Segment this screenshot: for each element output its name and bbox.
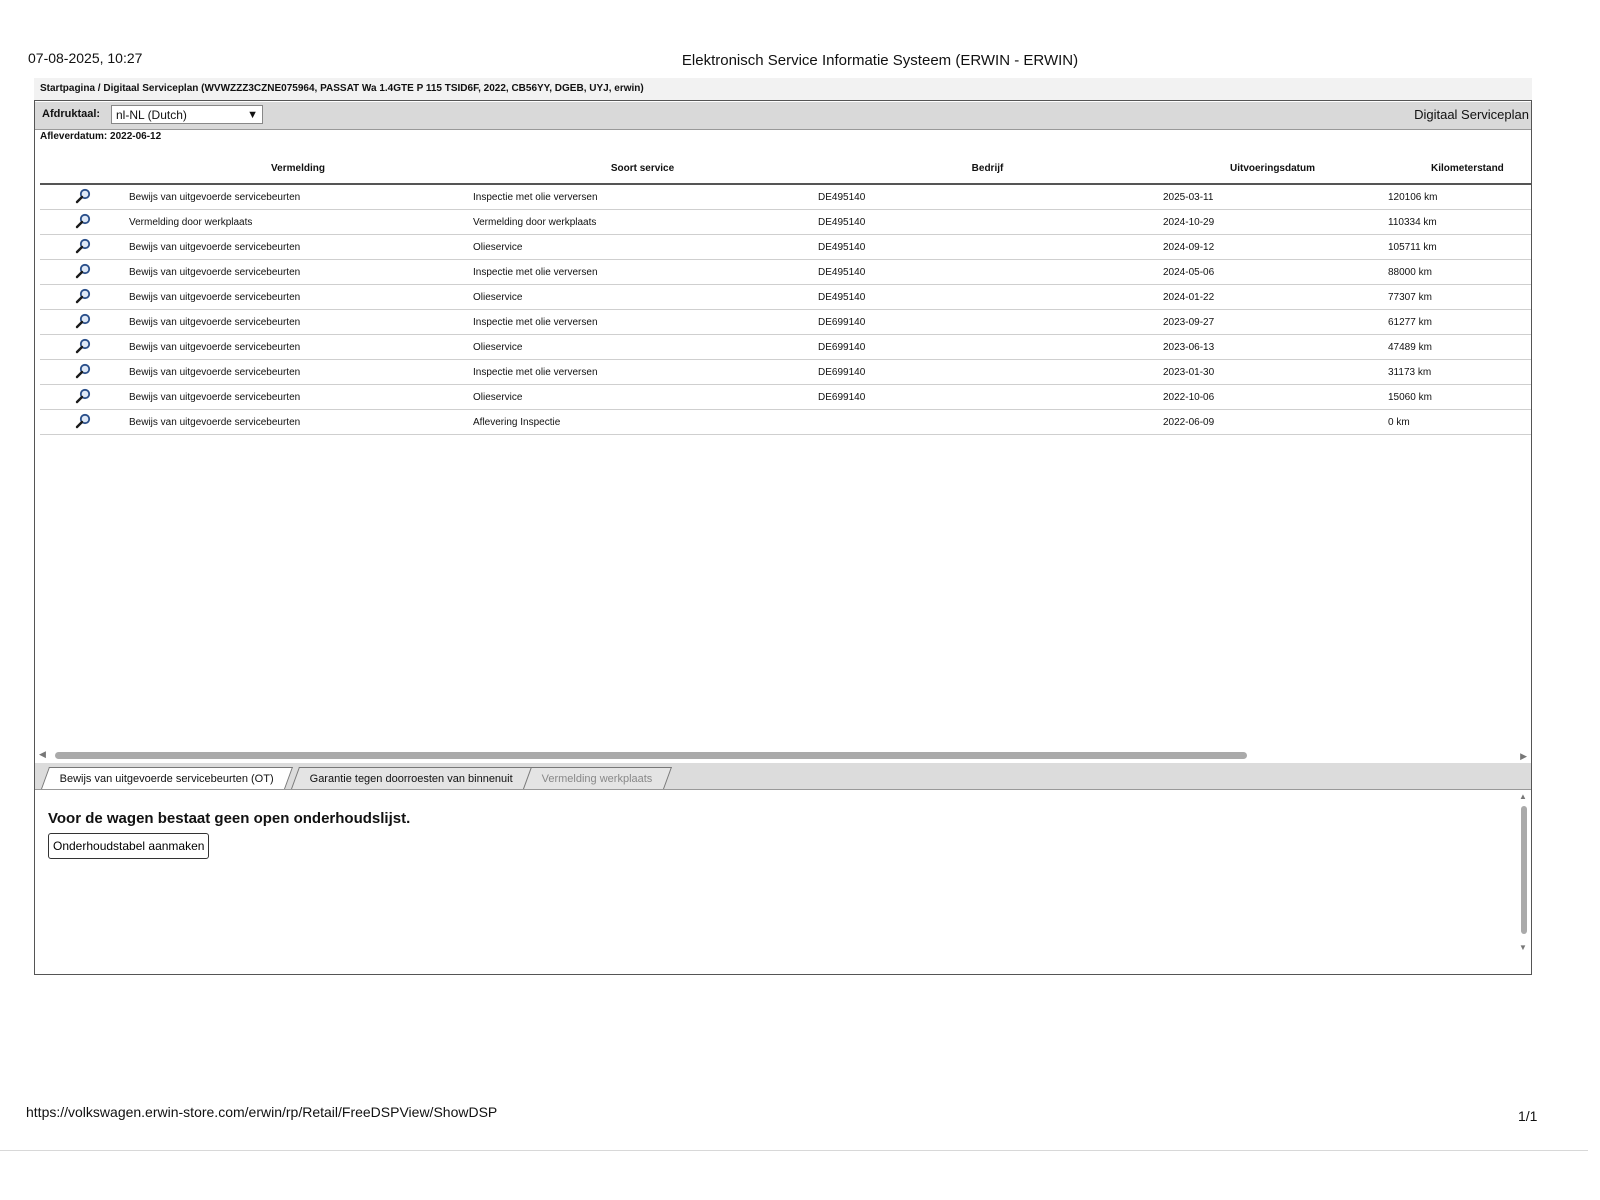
view-cell[interactable] (40, 184, 126, 210)
cell-bedrijf: DE495140 (815, 235, 1160, 260)
view-cell[interactable] (40, 410, 126, 435)
cell-kilometerstand: 31173 km (1385, 360, 1532, 385)
view-cell[interactable] (40, 360, 126, 385)
arrow-left-icon[interactable]: ◀ (39, 749, 46, 759)
magnifier-icon[interactable] (75, 238, 91, 254)
cell-uitvoeringsdatum: 2023-06-13 (1160, 335, 1385, 360)
view-cell[interactable] (40, 285, 126, 310)
cell-kilometerstand: 77307 km (1385, 285, 1532, 310)
digital-serviceplan-frame (34, 100, 1532, 975)
magnifier-icon[interactable] (75, 188, 91, 204)
table-row[interactable] (40, 385, 1532, 410)
no-maintenance-message: Voor de wagen bestaat geen open onderhoudslijst. (48, 810, 411, 827)
view-cell[interactable] (40, 260, 126, 285)
cell-bedrijf: DE495140 (815, 285, 1160, 310)
cell-bedrijf: DE495140 (815, 210, 1160, 235)
magnifier-icon[interactable] (75, 288, 91, 304)
table-row[interactable] (40, 184, 1532, 210)
table-row[interactable] (40, 410, 1532, 435)
print-page-number: 1/1 (1518, 1108, 1538, 1124)
delivery-date: Afleverdatum: 2022-06-12 (40, 131, 162, 142)
cell-soort-service: Olieservice (470, 235, 815, 260)
chevron-down-icon: ▼ (247, 109, 258, 121)
cell-vermelding: Bewijs van uitgevoerde servicebeurten (126, 285, 470, 310)
cell-soort-service: Inspectie met olie verversen (470, 310, 815, 335)
cell-uitvoeringsdatum: 2024-05-06 (1160, 260, 1385, 285)
view-cell[interactable] (40, 385, 126, 410)
table-row[interactable] (40, 360, 1532, 385)
cell-bedrijf: DE699140 (815, 310, 1160, 335)
divider (0, 1150, 1588, 1151)
breadcrumb[interactable]: Startpagina / Digitaal Serviceplan (WVWZZZ3CZNE075964, PASSAT Wa 1.4GTE P 115 TSID6F, 2022, CB56YY, DGEB, UYJ, erwin) (34, 78, 1532, 100)
cell-soort-service: Inspectie met olie verversen (470, 260, 815, 285)
tab-bewijs-servicebeurten[interactable] (41, 767, 293, 789)
cell-uitvoeringsdatum: 2025-03-11 (1160, 184, 1385, 210)
cell-vermelding: Bewijs van uitgevoerde servicebeurten (126, 335, 470, 360)
cell-soort-service: Olieservice (470, 335, 815, 360)
column-header-vermelding[interactable]: Vermelding (126, 153, 470, 184)
cell-soort-service: Vermelding door werkplaats (470, 210, 815, 235)
table-header-row (40, 153, 1532, 184)
cell-bedrijf: DE699140 (815, 360, 1160, 385)
column-header-soort-service[interactable]: Soort service (470, 153, 815, 184)
cell-kilometerstand: 15060 km (1385, 385, 1532, 410)
cell-uitvoeringsdatum: 2024-10-29 (1160, 210, 1385, 235)
magnifier-icon[interactable] (75, 338, 91, 354)
create-maintenance-table-button[interactable]: Onderhoudstabel aanmaken (48, 833, 209, 859)
arrow-right-icon[interactable]: ▶ (1520, 751, 1527, 761)
horizontal-scroll-thumb[interactable] (55, 752, 1247, 759)
print-datetime: 07-08-2025, 10:27 (28, 50, 143, 66)
view-cell[interactable] (40, 310, 126, 335)
table-row[interactable] (40, 235, 1532, 260)
maintenance-panel (35, 790, 1531, 975)
magnifier-icon[interactable] (75, 213, 91, 229)
cell-soort-service: Olieservice (470, 285, 815, 310)
tab-label: Vermelding werkplaats (541, 773, 653, 785)
table-row[interactable] (40, 285, 1532, 310)
cell-vermelding: Bewijs van uitgevoerde servicebeurten (126, 260, 470, 285)
view-cell[interactable] (40, 235, 126, 260)
cell-vermelding: Bewijs van uitgevoerde servicebeurten (126, 360, 470, 385)
toolbar-title: Digitaal Serviceplan (1414, 107, 1529, 122)
cell-soort-service: Inspectie met olie verversen (470, 360, 815, 385)
cell-vermelding: Bewijs van uitgevoerde servicebeurten (126, 235, 470, 260)
magnifier-icon[interactable] (75, 388, 91, 404)
tab-bar (35, 763, 1531, 790)
column-header-icon (40, 153, 126, 184)
cell-vermelding: Vermelding door werkplaats (126, 210, 470, 235)
print-url: https://volkswagen.erwin-store.com/erwin/rp/Retail/FreeDSPView/ShowDSP (26, 1104, 498, 1120)
cell-uitvoeringsdatum: 2022-10-06 (1160, 385, 1385, 410)
magnifier-icon[interactable] (75, 413, 91, 429)
view-cell[interactable] (40, 210, 126, 235)
arrow-down-icon[interactable]: ▼ (1519, 943, 1527, 952)
cell-kilometerstand: 105711 km (1385, 235, 1532, 260)
cell-bedrijf: DE495140 (815, 260, 1160, 285)
language-select[interactable] (111, 105, 263, 124)
view-cell[interactable] (40, 335, 126, 360)
cell-uitvoeringsdatum: 2024-09-12 (1160, 235, 1385, 260)
cell-uitvoeringsdatum: 2023-01-30 (1160, 360, 1385, 385)
cell-bedrijf: DE495140 (815, 184, 1160, 210)
cell-kilometerstand: 110334 km (1385, 210, 1532, 235)
cell-soort-service: Aflevering Inspectie (470, 410, 815, 435)
tab-garantie-doorroesten[interactable] (291, 767, 532, 789)
language-value: nl-NL (Dutch) (116, 108, 187, 122)
cell-kilometerstand: 47489 km (1385, 335, 1532, 360)
vertical-scroll-thumb[interactable] (1521, 806, 1527, 934)
horizontal-scrollbar[interactable] (35, 749, 1531, 763)
table-row[interactable] (40, 210, 1532, 235)
tab-vermelding-werkplaats[interactable] (523, 767, 672, 789)
cell-bedrijf: DE699140 (815, 335, 1160, 360)
cell-kilometerstand: 88000 km (1385, 260, 1532, 285)
cell-uitvoeringsdatum: 2022-06-09 (1160, 410, 1385, 435)
cell-uitvoeringsdatum: 2024-01-22 (1160, 285, 1385, 310)
cell-kilometerstand: 120106 km (1385, 184, 1532, 210)
cell-kilometerstand: 61277 km (1385, 310, 1532, 335)
tab-label: Bewijs van uitgevoerde servicebeurten (OT) (59, 773, 274, 785)
cell-bedrijf (815, 410, 1160, 435)
magnifier-icon[interactable] (75, 313, 91, 329)
cell-soort-service: Olieservice (470, 385, 815, 410)
magnifier-icon[interactable] (75, 263, 91, 279)
table-row[interactable] (40, 335, 1532, 360)
cell-uitvoeringsdatum: 2023-09-27 (1160, 310, 1385, 335)
table-row[interactable] (40, 310, 1532, 335)
cell-vermelding: Bewijs van uitgevoerde servicebeurten (126, 410, 470, 435)
cell-kilometerstand: 0 km (1385, 410, 1532, 435)
cell-bedrijf: DE699140 (815, 385, 1160, 410)
language-label: Afdruktaal: (42, 108, 101, 120)
print-title: Elektronisch Service Informatie Systeem (ERWIN - ERWIN) (681, 52, 1079, 69)
service-table (40, 153, 1532, 435)
column-header-bedrijf[interactable]: Bedrijf (815, 153, 1160, 184)
column-header-uitvoeringsdatum[interactable]: Uitvoeringsdatum (1160, 153, 1385, 184)
magnifier-icon[interactable] (75, 363, 91, 379)
cell-vermelding: Bewijs van uitgevoerde servicebeurten (126, 184, 470, 210)
cell-vermelding: Bewijs van uitgevoerde servicebeurten (126, 310, 470, 335)
column-header-kilometerstand[interactable]: Kilometerstand (1385, 153, 1532, 184)
arrow-up-icon[interactable]: ▲ (1519, 792, 1527, 801)
toolbar (35, 102, 1531, 130)
cell-soort-service: Inspectie met olie verversen (470, 184, 815, 210)
tab-label: Garantie tegen doorroesten van binnenuit (309, 773, 513, 785)
vertical-scrollbar[interactable] (1519, 792, 1529, 952)
cell-vermelding: Bewijs van uitgevoerde servicebeurten (126, 385, 470, 410)
table-row[interactable] (40, 260, 1532, 285)
